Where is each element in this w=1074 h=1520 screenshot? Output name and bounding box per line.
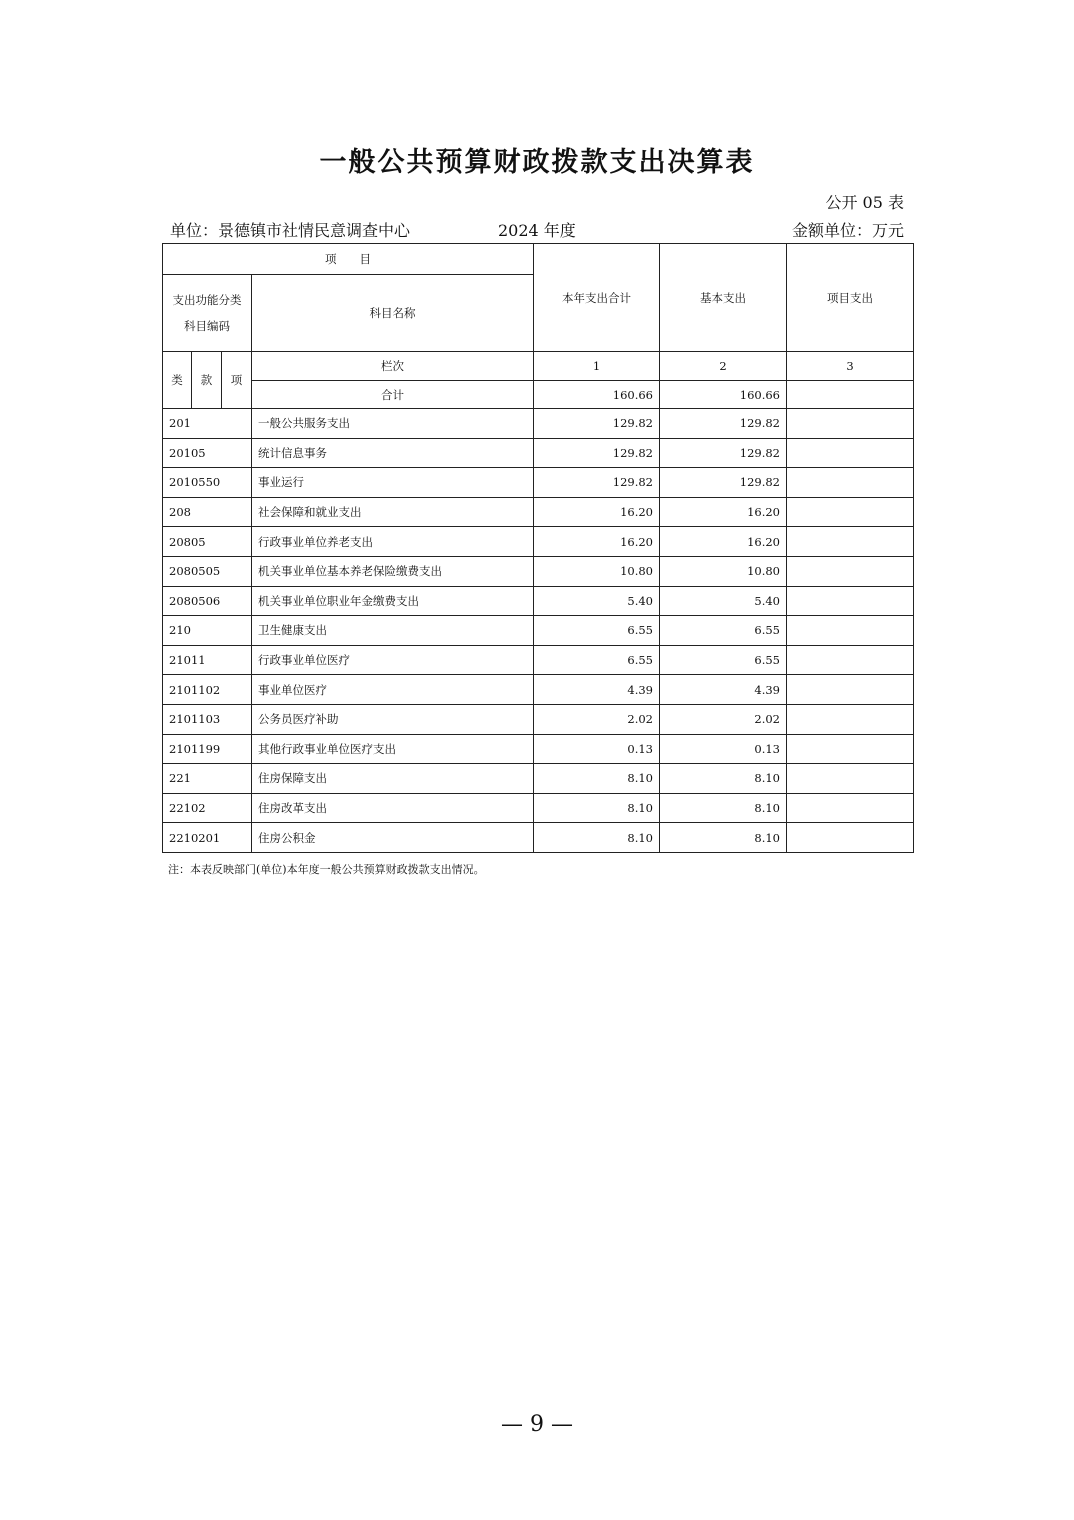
table-row (163, 497, 914, 527)
row-subject-name: 一般公共服务支出 (252, 409, 534, 439)
table-row (163, 409, 914, 439)
row-project (787, 734, 914, 764)
row-code: 2210201 (163, 823, 252, 853)
header-index-3: 3 (787, 352, 914, 381)
table-row (163, 823, 914, 853)
row-total: 2.02 (534, 704, 660, 734)
header-kuan: 款 (192, 352, 222, 409)
row-project (787, 586, 914, 616)
row-code: 2080506 (163, 586, 252, 616)
header-xiang: 项 (222, 352, 252, 409)
row-subject-name: 住房公积金 (252, 823, 534, 853)
row-subject-name: 行政事业单位养老支出 (252, 527, 534, 557)
row-total: 129.82 (534, 438, 660, 468)
table-row (163, 586, 914, 616)
budget-table (162, 243, 914, 853)
form-number: 公开 05 表 (825, 193, 904, 212)
header-index-1: 1 (534, 352, 660, 381)
table-row (163, 764, 914, 794)
row-project (787, 704, 914, 734)
unit-label: 单位：景德镇市社情民意调查中心 (170, 221, 411, 240)
row-total: 8.10 (534, 793, 660, 823)
row-basic: 16.20 (660, 527, 787, 557)
page-title: 一般公共预算财政拨款支出决算表 (319, 147, 755, 178)
row-total: 129.82 (534, 409, 660, 439)
row-project (787, 468, 914, 498)
row-project (787, 764, 914, 794)
row-project (787, 527, 914, 557)
header-lei: 类 (163, 352, 192, 409)
row-total: 16.20 (534, 527, 660, 557)
table-row (163, 793, 914, 823)
year-label: 2024 年度 (498, 221, 576, 240)
header-row-index (163, 352, 914, 381)
page-number: — 9 — (501, 1412, 573, 1437)
money-unit-label: 金额单位：万元 (791, 221, 904, 240)
row-basic: 5.40 (660, 586, 787, 616)
row-project (787, 409, 914, 439)
row-code: 2101199 (163, 734, 252, 764)
row-total: 16.20 (534, 497, 660, 527)
row-basic: 10.80 (660, 556, 787, 586)
row-basic: 8.10 (660, 823, 787, 853)
row-subject-name: 公务员医疗补助 (252, 704, 534, 734)
row-project (787, 497, 914, 527)
sum-label: 合计 (252, 381, 534, 409)
row-basic: 6.55 (660, 616, 787, 646)
table-row (163, 645, 914, 675)
header-row-project (163, 244, 914, 275)
row-subject-name: 事业单位医疗 (252, 675, 534, 705)
row-subject-name: 卫生健康支出 (252, 616, 534, 646)
row-subject-name: 机关事业单位职业年金缴费支出 (252, 586, 534, 616)
row-subject-name: 统计信息事务 (252, 438, 534, 468)
row-code: 2101103 (163, 704, 252, 734)
row-total: 129.82 (534, 468, 660, 498)
row-total: 4.39 (534, 675, 660, 705)
header-code-cell (163, 275, 252, 352)
row-project (787, 556, 914, 586)
row-basic: 129.82 (660, 409, 787, 439)
table-row (163, 468, 914, 498)
row-code: 20805 (163, 527, 252, 557)
row-subject-name: 社会保障和就业支出 (252, 497, 534, 527)
row-total: 8.10 (534, 764, 660, 794)
row-subject-name: 机关事业单位基本养老保险缴费支出 (252, 556, 534, 586)
header-subject-name: 科目名称 (252, 275, 534, 352)
header-col-project: 项目支出 (787, 244, 914, 352)
table-row (163, 556, 914, 586)
row-total: 10.80 (534, 556, 660, 586)
row-basic: 4.39 (660, 675, 787, 705)
row-total: 8.10 (534, 823, 660, 853)
row-code: 2010550 (163, 468, 252, 498)
header-code-line2: 科目编码 (184, 319, 230, 333)
row-code: 210 (163, 616, 252, 646)
row-code: 20105 (163, 438, 252, 468)
sum-total: 160.66 (534, 381, 660, 409)
row-subject-name: 住房保障支出 (252, 764, 534, 794)
row-project (787, 438, 914, 468)
row-basic: 0.13 (660, 734, 787, 764)
table-note: 注：本表反映部门(单位)本年度一般公共预算财政拨款支出情况。 (168, 863, 485, 876)
row-basic: 8.10 (660, 764, 787, 794)
row-code: 2080505 (163, 556, 252, 586)
header-col-total: 本年支出合计 (534, 244, 660, 352)
table-row (163, 734, 914, 764)
row-code: 22102 (163, 793, 252, 823)
row-basic: 8.10 (660, 793, 787, 823)
row-code: 21011 (163, 645, 252, 675)
row-code: 2101102 (163, 675, 252, 705)
header-code-line1: 支出功能分类 (172, 293, 242, 307)
row-project (787, 616, 914, 646)
row-total: 0.13 (534, 734, 660, 764)
header-column-index: 栏次 (252, 352, 534, 381)
row-code: 201 (163, 409, 252, 439)
header-col-basic: 基本支出 (660, 244, 787, 352)
sum-project (787, 381, 914, 409)
row-project (787, 823, 914, 853)
table-row (163, 438, 914, 468)
row-code: 208 (163, 497, 252, 527)
row-subject-name: 其他行政事业单位医疗支出 (252, 734, 534, 764)
table-row (163, 704, 914, 734)
row-basic: 16.20 (660, 497, 787, 527)
row-subject-name: 住房改革支出 (252, 793, 534, 823)
table-row (163, 616, 914, 646)
row-code: 221 (163, 764, 252, 794)
sum-basic: 160.66 (660, 381, 787, 409)
row-total: 6.55 (534, 616, 660, 646)
row-basic: 129.82 (660, 468, 787, 498)
sum-row (163, 381, 914, 409)
table-row (163, 675, 914, 705)
row-basic: 6.55 (660, 645, 787, 675)
row-basic: 129.82 (660, 438, 787, 468)
row-project (787, 645, 914, 675)
row-basic: 2.02 (660, 704, 787, 734)
header-project: 项 目 (163, 244, 534, 275)
row-subject-name: 事业运行 (252, 468, 534, 498)
row-project (787, 793, 914, 823)
table-row (163, 527, 914, 557)
row-subject-name: 行政事业单位医疗 (252, 645, 534, 675)
row-project (787, 675, 914, 705)
row-total: 5.40 (534, 586, 660, 616)
header-index-2: 2 (660, 352, 787, 381)
row-total: 6.55 (534, 645, 660, 675)
